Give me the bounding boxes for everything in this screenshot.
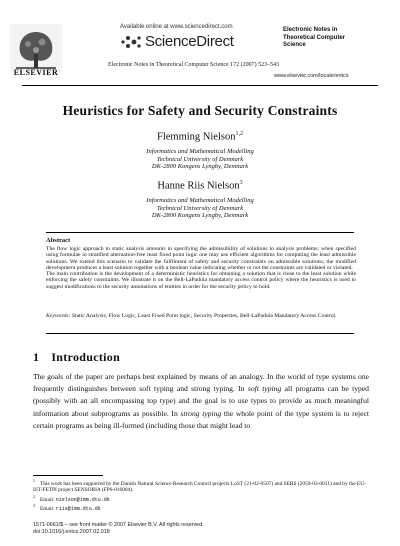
section-body: The goals of the paper are perhaps best explained by means of an analogy. In the world of type systems one frequently distinguishes between soft typing and strong typing. In soft typing all programs can be typed (possibly with an all encompassing top type) and the goal is to use types to provide as much meaningful information about subprograms as possible. In strong typing the whole point of the type system is to reject certain programs as being ill-formed (including those that might lead to <box>33 372 369 430</box>
author-name: Flemming Nielson$^{1,2}$ <box>157 131 243 143</box>
abstract-top-rule <box>46 232 354 233</box>
section-title: Introduction <box>51 350 121 364</box>
emphasis-strong-typing: strong typing <box>180 408 222 418</box>
publisher-name: ELSEVIER <box>13 68 59 77</box>
footnote: $^3$Email: riis@imm.dtu.dk <box>33 503 101 513</box>
journal-citation: Electronic Notes in Theoretical Computer Science 172 (2007) 523–543 <box>108 62 280 68</box>
doi-link[interactable]: doi:10.1016/j.entcs.2007.02.018 <box>33 528 110 535</box>
sciencedirect-dots-icon <box>120 34 142 50</box>
abstract-heading: Abstract <box>46 237 71 244</box>
series-line: Electronic Notes in <box>283 27 338 33</box>
sciencedirect-name: ScienceDirect <box>145 33 234 50</box>
emphasis-soft-typing: soft typing <box>247 384 282 394</box>
footnotes <box>33 478 369 513</box>
footnote: $^1$This work has been supported by the Danish Natural Science Research Council projects LoST (21-02-0507) and SERS (2059-03-0011) and by the EU-IST-FETPI project SENSORIA (FP6-016004). <box>33 478 366 494</box>
author-affiliation: Informatics and Mathematical Modelling Technical University of Denmark DK-2800 Kongens Lyngby, Denmark <box>146 148 254 171</box>
footnote-rule <box>33 475 103 476</box>
copyright-block <box>33 522 204 536</box>
footnote: $^2$Email: nielson@imm.dtu.dk <box>33 493 110 503</box>
series-line: Science <box>283 42 306 48</box>
section-number: 1 <box>33 350 40 364</box>
author-name: Hanne Riis Nielson$^3$ <box>157 180 243 192</box>
series-url-link[interactable]: www.elsevier.com/locate/entcs <box>274 73 349 79</box>
keywords-label: Keywords: <box>46 313 71 319</box>
abstract-paragraph: The flow logic approach to static analysis amounts to specifying the admissibility of solutions to analysis problems; when specified using formulae in stratified alternation-free least fixed point logic one may use efficient algorithms for computing the least admissible solutions. We extend this scenario to validate the fulfilment of safety and security constraints on admissible solutions; the modified development produces a least solution together with a boolean value indicating whether or not the constraints are validated or violated. <box>46 246 356 271</box>
paper-title: Heuristics for Safety and Security Constraints <box>62 103 338 118</box>
abstract-paragraph: The main contribution is the development of a deterministic heuristics for obtaining a solution that is close to the least solution while enforcing the safety constraints. We illustrate it on the Bell-LaPadula mandatory access control policy where the heuristics is used to suggest modifications to the security annotations of entities in order for the security policy to hold. <box>46 271 356 290</box>
email-link[interactable]: riis@imm.dtu.dk <box>55 506 101 513</box>
sciencedirect-logo <box>120 33 234 50</box>
author-footnote-marks: 1,2 <box>235 131 243 137</box>
keywords <box>46 313 356 319</box>
abstract-text <box>46 246 356 290</box>
author-footnote-marks: 3 <box>239 180 243 186</box>
section-heading <box>33 350 120 365</box>
masthead-divider <box>22 85 378 86</box>
keywords-list: Static Analysis, Flow Logic, Least Fixed Point logic, Security Properties, Bell-LaPadula Mandatory Access Control. <box>71 313 337 319</box>
series-line: Theoretical Computer <box>283 34 346 41</box>
issn-line: 1571-0661/$ – see front matter © 2007 Elsevier B.V. All rights reserved. <box>33 522 204 528</box>
available-online-text: Available online at www.sciencedirect.com <box>120 24 233 30</box>
email-link[interactable]: nielson@imm.dtu.dk <box>55 496 110 503</box>
series-name <box>283 27 373 50</box>
abstract-bottom-rule <box>46 333 354 334</box>
author-affiliation: Informatics and Mathematical Modelling Technical University of Denmark DK-2800 Kongens Lyngby, Denmark <box>146 197 254 220</box>
